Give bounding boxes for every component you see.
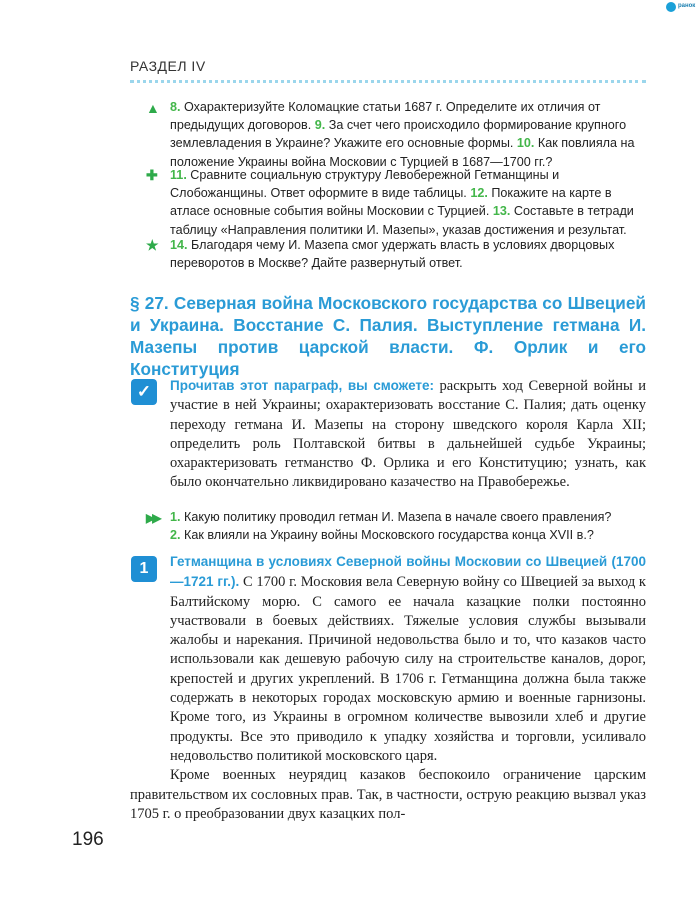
objectives-lead: Прочитав этот параграф, вы сможете: xyxy=(170,378,435,393)
review-question xyxy=(170,527,646,545)
question-number: 9. xyxy=(314,118,326,133)
review-questions xyxy=(170,509,646,544)
question-group-medium xyxy=(170,166,646,239)
question-group-advanced xyxy=(170,236,646,272)
publisher-logo: ранок xyxy=(666,2,696,12)
learning-objectives xyxy=(170,376,646,493)
question-text: Охарактеризуйте Коломацкие статьи 1687 г. Определите их отличия от предыдущих договоров. xyxy=(170,100,601,133)
triangle-icon: ▲ xyxy=(146,100,160,116)
question-number: 2. xyxy=(170,527,181,542)
question-text: Благодаря чему И. Мазепа смог удержать власть в условиях дворцовых переворотов в Москве? Дайте развернутый ответ. xyxy=(170,238,615,271)
plus-icon: ✚ xyxy=(146,167,158,183)
section-text xyxy=(130,552,646,824)
question-text: Как влияли на Украину войны Московского государства конца XVII в.? xyxy=(180,527,594,542)
question-text: Покажите на карте в атласе основные события войны Московии с Турцией. xyxy=(170,186,612,219)
question-number: 13. xyxy=(492,204,511,219)
section-number-badge: 1 xyxy=(131,556,157,582)
paragraph-title: § 27. Северная война Московского государства со Швецией и Украина. Восстание С. Палия. Выступление гетмана И. Мазепы против царской власти. Ф. Орлик и его Конституция xyxy=(130,293,646,379)
question-text: Составьте в тетради таблицу «Направления политики И. Мазепы», указав достижения и результат. xyxy=(170,204,634,237)
question-text: За счет чего происходило формирование крупного землевладения в Украине? Укажите его основные формы. xyxy=(170,118,627,151)
question-group-basic xyxy=(170,98,646,171)
question-text: Как повлияла на положение Украины война Московии с Турцией в 1687—1700 гг.? xyxy=(170,136,635,169)
star-icon: ★ xyxy=(146,237,159,253)
fast-forward-icon: ▶▶ xyxy=(146,511,159,525)
question-number: 12. xyxy=(470,186,488,201)
section-label: РАЗДЕЛ IV xyxy=(130,58,206,74)
question-number: 8. xyxy=(170,100,181,114)
checkmark-icon: ✓ xyxy=(131,379,157,405)
question-number: 10. xyxy=(516,136,535,151)
question-number: 14. xyxy=(170,238,188,252)
section-paragraph-2: Кроме военных неурядиц казаков беспокоило ограничение царским правительством их сословных прав. Так, в частности, острую реакцию вызвал указ 1705 г. о преобразовании двух казацких пол- xyxy=(130,767,646,822)
review-question xyxy=(170,509,646,527)
question-text: Сравните социальную структуру Левобережной Гетманщины и Слобожанщины. Ответ оформите в виде таблицы. xyxy=(170,168,560,201)
header-divider xyxy=(130,80,646,83)
question-text: Какую политику проводил гетман И. Мазепа в начале своего правления? xyxy=(180,510,612,524)
question-number: 11. xyxy=(170,168,187,182)
question-number: 1. xyxy=(170,510,181,524)
subtitle-spacer: Гетманщина в условиях Северной войны Московии со Швецией (1700—1721 гг.). xyxy=(170,554,646,590)
objectives-text: раскрыть ход Северной войны и участие в ней Украины; охарактеризовать восстание С. Палия; дать оценку переходу гетмана И. Мазепы на сторону шведского короля Карла XII; определить роль Полтавской битвы в дальнейшей судьбе Украины; охарактеризовать гетманство Ф. Орлика и его Конституцию; узнать, как было окончательно ликвидировано казачество на Правобережье. xyxy=(170,378,646,491)
page-number: 196 xyxy=(72,829,104,850)
section-paragraph-1: С 1700 г. Московия вела Северную войну со Швецией за выход к Балтийскому морю. С самого ее начала казацкие полки постоянно участвовали в боевых действиях. Тяжелые условия службы вызывали жалобы и нарекания. Причиной недовольства было и то, что казаков часто использовали как дешевую рабочую силу на строительстве каналов, дорог, крепостей и других укреплений. В 1706 г. Гетманщина должна была также содержать в некоторых городах московскую армию и военные гарнизоны. Кроме того, из Украины в огромном количестве вывозили хлеб и другие продукты. Все это приводило к упадку хозяйства и торговли, усиливало недовольство политикой московского царя. xyxy=(170,574,646,764)
